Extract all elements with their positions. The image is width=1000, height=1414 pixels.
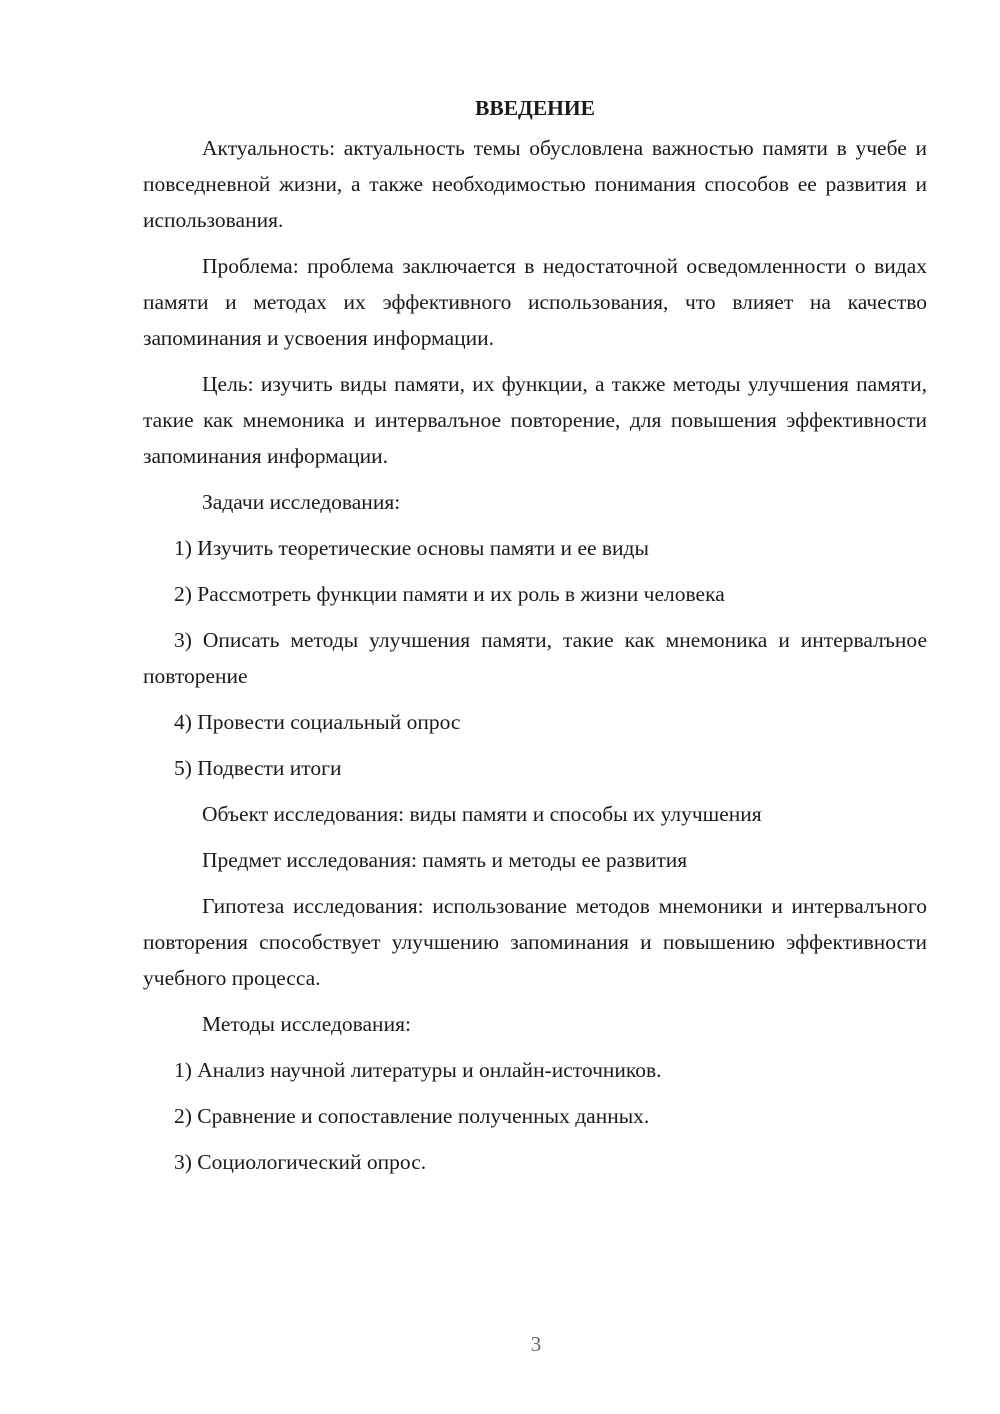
task-item: 4) Провести социальный опрос	[174, 710, 461, 734]
subject-paragraph: Предмет исследования: память и методы ее развития	[202, 848, 688, 872]
hypothesis-paragraph: Гипотеза исследования: использование методов мнемоники и интервалъного повторения способствует улучшению запоминания и повышению эффективности учебного процесса.	[143, 894, 927, 990]
task-item: 5) Подвести итоги	[174, 756, 342, 780]
method-item: 1) Анализ научной литературы и онлайн-источников.	[174, 1058, 662, 1082]
tasks-heading: Задачи исследования:	[202, 490, 401, 514]
method-item: 2) Сравнение и сопоставление полученных данных.	[174, 1104, 650, 1128]
goal-paragraph: Цель: изучить виды памяти, их функции, а также методы улучшения памяти, такие как мнемоника и интервалъное повторение, для повышения эффективности запоминания информации.	[143, 372, 927, 468]
section-title: ВВЕДЕНИЕ	[475, 96, 595, 120]
relevance-paragraph: Актуальность: актуальность темы обусловлена важностью памяти в учебе и повседневной жизни, а также необходимостью понимания способов ее развития и использования.	[143, 136, 927, 232]
task-item: 2) Рассмотреть функции памяти и их роль в жизни человека	[174, 582, 725, 606]
page-number: 3	[530, 1332, 542, 1356]
task-item: 3) Описать методы улучшения памяти, такие как мнемоника и интервалъное повторение	[143, 628, 927, 688]
object-paragraph: Объект исследования: виды памяти и способы их улучшения	[202, 802, 762, 826]
method-item: 3) Социологический опрос.	[174, 1150, 427, 1174]
task-item: 1) Изучить теоретические основы памяти и ее виды	[174, 536, 649, 560]
document-page	[143, 90, 927, 1190]
methods-heading: Методы исследования:	[202, 1012, 411, 1036]
problem-paragraph: Проблема: проблема заключается в недостаточной осведомленности о видах памяти и методах их эффективного использования, что влияет на качество запоминания и усвоения информации.	[143, 254, 927, 350]
